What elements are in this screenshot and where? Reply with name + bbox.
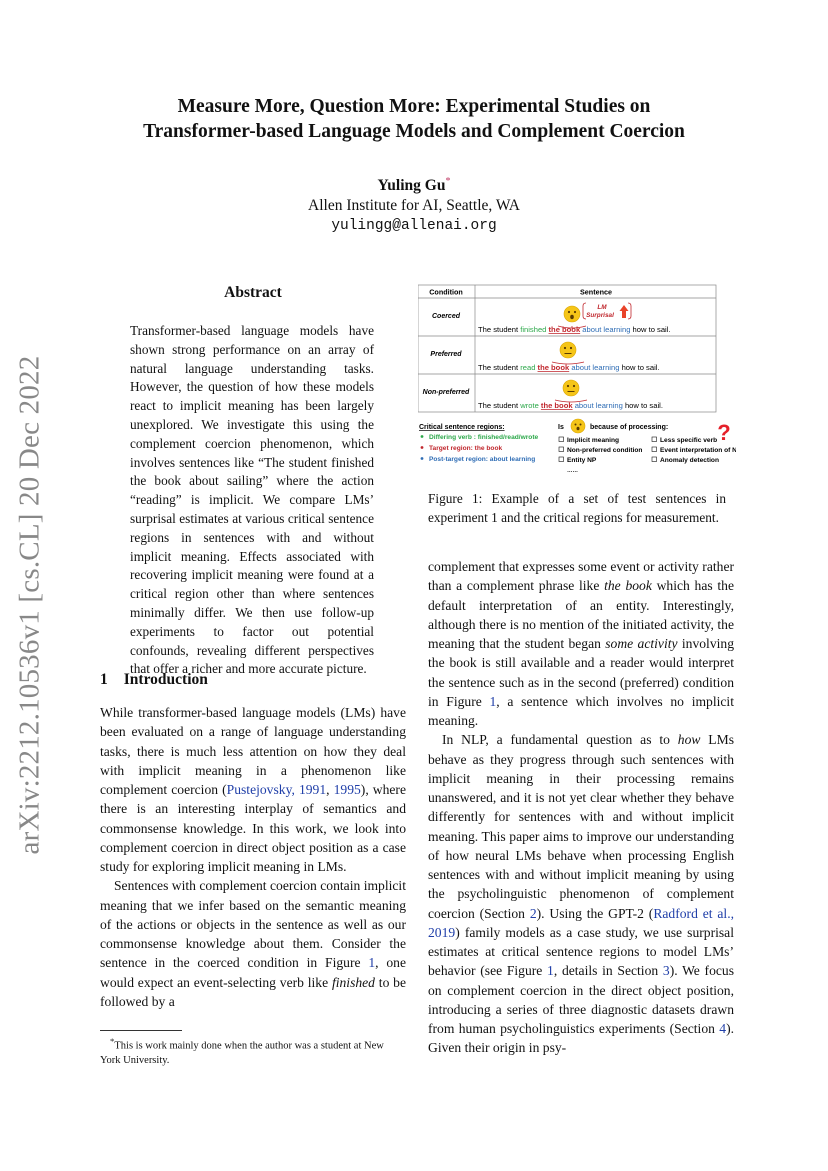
footnote-mark: * [110,1036,115,1046]
figure-1 [418,284,736,474]
column-header-sentence: Sentence [580,287,612,297]
regions-heading: Critical sentence regions: [419,424,505,431]
region-verb: Differing verb : finished/read/wrote [429,434,539,441]
figure-ref-link[interactable]: 1 [547,963,554,979]
lm-surprisal-bracket [583,303,631,319]
surprised-emoji-icon [564,306,580,322]
condition-label: Coerced [431,313,461,320]
surprisal-label: Surprisal [586,312,614,319]
condition-label: Preferred [430,351,462,358]
section-title: Introduction [123,671,208,688]
question-mark-icon: ? [717,420,731,445]
section-heading-introduction [100,671,224,689]
region-post-target: Post-target region: about learning [429,456,536,463]
checkbox-icon [559,447,564,452]
section-ref-link[interactable]: 4 [719,1021,727,1036]
option-anomaly-detection: Anomaly detection [660,457,719,464]
neutral-emoji-icon [563,380,579,396]
checkbox-icon [652,447,657,452]
figure-ref-link[interactable]: 1 [368,955,376,971]
option-implicit-meaning: Implicit meaning [567,437,620,444]
footnote: *This is work mainly done when the author was a student at New York University. [100,1036,384,1066]
right-paragraph-2: In NLP, a fundamental question as to how LMs behave as they progress through such sentences with implicit meaning in their processing remains unanswered, and it is not yet clear whether they behave differently for sentences with and without implicit meaning. This paper aims to improve our understanding of how neural LMs behave when processing English sentences with and without implicit meaning by using the psycholinguistic phenomenon of complement coercion (Section 2). Using the GPT-2 (Radford et al., 2019) family models as a case study, we use surprisal estimates at critical sentence regions to model LMs’ behavior (see Figure 1, details in Section 3). We focus on complement coercion in the direct object position, introducing a series of three diagnostic datasets drawn from human psycholinguistics experiments (Section 4). Given their origin in psy- [428,732,734,1056]
checkbox-icon [652,437,657,442]
citation-link[interactable]: Radford et al., 2019 [428,905,734,940]
option-entity-np: Entity NP [567,457,597,464]
abstract-text: Transformer-based language models have shown strong performance on an array of natural language understanding tasks. However, the question of how these models react to implicit meaning has been largely unexplored. We investigate this using the complement coercion phenomenon, which involves sentences like “The student finished the book about sailing” where the action “reading” is implicit. We compare LMs’ surprisal estimates at various critical sentence regions in sentences with and without implicit meaning. Effects associated with recovering implicit meaning were found at a critical region other than where sentences minimally differ. We then use follow-up experiments to factor out potential confounds, revealing different perspectives that offer a richer and more accurate picture. [130,323,374,677]
lm-label: LM [597,304,607,311]
right-paragraph-1: complement that expresses some event or activity rather than a complement phrase like the book which has the default interpretation of an entity. Interestingly, although there is no mention of the initiated activity, the meaning that the student began some activity involving the book is still available and a reader would interpret the sentence such as in the second (preferred) condition in Figure 1, a sentence which involves no implicit meaning. [428,559,735,728]
figure-ref-link[interactable]: 1 [489,693,497,709]
citation-link[interactable]: 1995 [333,782,361,797]
ellipsis: …… [567,468,578,474]
affiliation: Allen Institute for AI, Seattle, WA [308,197,520,215]
neutral-emoji-icon [560,342,576,358]
option-event-interpretation: Event interpretation of NP [660,447,736,454]
because-label: because of processing: [590,424,669,431]
arrow-up-icon [620,305,629,318]
title-line-2: Transformer-based Language Models and Complement Coercion [143,121,685,142]
intro-left-column [100,703,406,1011]
section-ref-link[interactable]: 2 [529,905,537,921]
option-non-preferred: Non-preferred condition [567,447,643,454]
arxiv-identifier: arXiv:2212.10536v1 [cs.CL] 20 Dec 2022 [13,355,46,855]
option-less-specific-verb: Less specific verb [660,437,718,444]
intro-paragraph-1: While transformer-based language models (LMs) have been evaluated on a range of language understanding tasks, there is much less attention on how they deal with implicit meaning in a phenomenon like complement coercion (Pustejovsky, 1991, 1995), where there is an interesting interplay of semantics and commonsense knowledge. In this work, we look into complement coercion in direct object position as a case study for exploring implicit meaning in LMs. [100,705,406,874]
section-number: 1 [100,671,108,688]
author-email: yulingg@allenai.org [331,218,497,235]
intro-paragraph-2: Sentences with complement coercion contain implicit meaning that we infer based on the semantic meaning of the actions or objects in the sentence as well as our commonsense knowledge about them. Consider the sentence in the coerced condition in Figure 1, one would expect an event-selecting verb like finished to be followed by a [100,878,406,1009]
surprised-emoji-icon [571,419,585,433]
sentence-coerced: The student finished the book about learning how to sail. [478,325,671,334]
footnote-rule [100,1030,182,1031]
region-target: Target region: the book [429,445,503,452]
author-block [60,172,768,236]
citation-link[interactable]: Pustejovsky, 1991 [226,782,327,797]
checkbox-icon [652,457,657,462]
column-header-condition: Condition [429,287,463,297]
author-footnote-mark[interactable]: * [445,176,451,187]
arxiv-stamp [10,355,50,855]
checkbox-icon [559,457,564,462]
checkbox-icon [559,437,564,442]
sentence-non-preferred: The student wrote the book about learning how to sail. [478,401,663,410]
intro-right-column [428,557,734,1058]
sentence-preferred: The student read the book about learning how to sail. [478,363,660,372]
author-name: Yuling Gu [377,177,446,195]
figure-caption: Figure 1: Example of a set of test sentences in experiment 1 and the critical regions for measurement. [428,491,726,525]
title-line-1: Measure More, Question More: Experimental Studies on [177,96,651,117]
paper-title [60,94,768,144]
abstract-heading: Abstract [224,284,282,301]
condition-label: Non-preferred [422,389,470,396]
section-ref-link[interactable]: 3 [662,963,670,979]
is-label: Is [558,424,564,431]
